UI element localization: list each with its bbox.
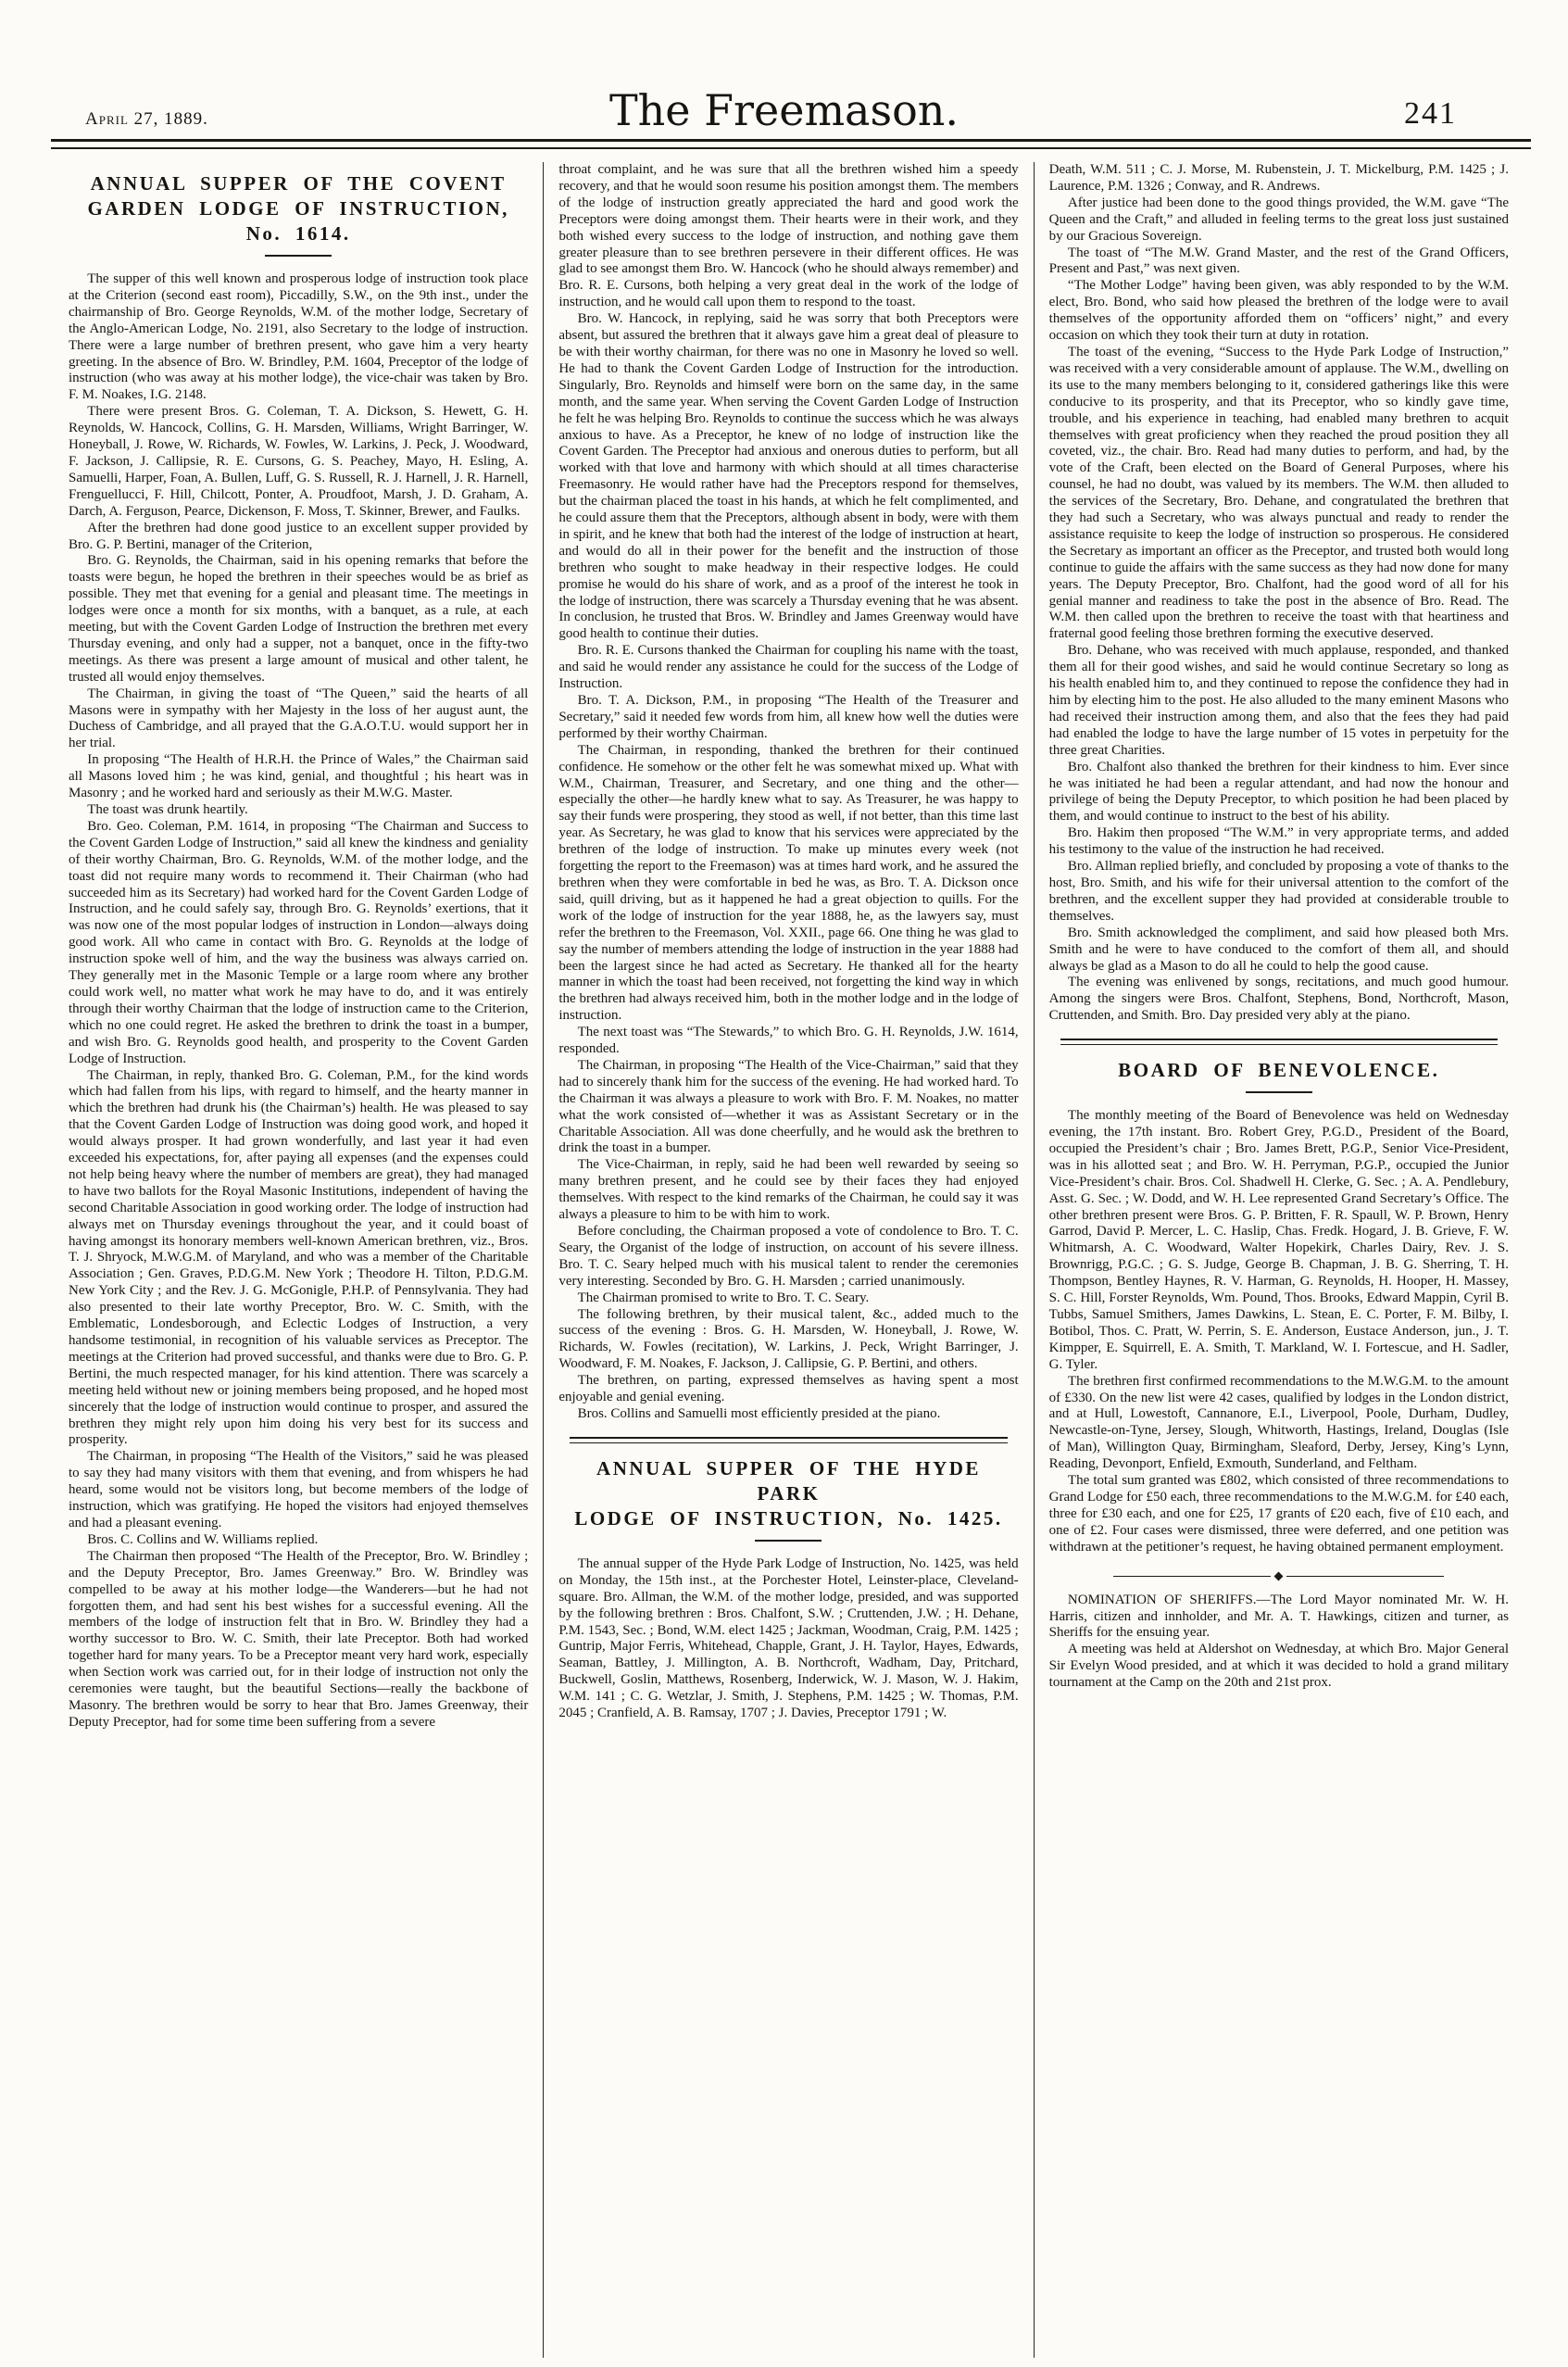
- article-heading-line: ANNUAL SUPPER OF THE COVENT: [90, 172, 507, 195]
- diamond-divider-rule: [1113, 1573, 1444, 1580]
- paragraph: NOMINATION OF SHERIFFS.—The Lord Mayor nominated Mr. W. H. Harris, citizen and innholder, and Mr. A. T. Hawkings, citizen and turner, as Sheriffs for the ensuing year.: [1048, 1592, 1509, 1641]
- divider-line: [1286, 1576, 1444, 1577]
- paragraph: The Chairman, in responding, thanked the brethren for their continued confidence. He somehow or the other felt he was somewhat mixed up. What with W.M., Chairman, Treasurer, and Secretary, and one thing and the other—especially the other—he hardly knew what to say. As Treasurer, he was happy to say their funds were prospering, they stood as well, if not better, than this time last year. As Secretary, he was glad to know that his services were appreciated by the brethren of the lodge of instruction. To make up minutes every week (not forgetting the report to the Freemason) was at times hard work, and he assured the brethren when they were comfortable in bed he was, as Bro. T. A. Dickson once said, quill driving, but as it happened he had a great objection to quills. For the work of the lodge of instruction for the year 1888, he, as the lawyers say, must refer the brethren to the Freemason, Vol. XXII., page 66. One thing he was glad to say the number of members attending the lodge of instruction in the year 1888 had been the largest since he had acted as Secretary. He thanked all for the hearty manner in which the toast had been received, not forgetting the kind way in which the brethren had always received him, both in the mother lodge and in the lodge of instruction.: [558, 742, 1019, 1024]
- paragraph: After justice had been done to the good things provided, the W.M. gave “The Queen and the Craft,” and alluded in feeling terms to the great loss just sustained by our Gracious Sovereign.: [1048, 195, 1509, 244]
- paragraph: Bros. C. Collins and W. Williams replied.: [87, 1531, 319, 1547]
- paragraph: Bro. G. Reynolds, the Chairman, said in his opening remarks that before the toasts were begun, he hoped the brethren in their speeches would be as brief as possible. They met that evening for a genial and pleasant time. The meetings in lodges were once a month for six months, with a banquet, as a rule, at each meeting, but with the Covent Garden Lodge of Instruction the brethren met every Thursday evening, and only had a supper, not a banquet, once in the fifty-two meetings. As there was present a large amount of musical and other talent, he trusted all would enjoy themselves.: [69, 553, 529, 685]
- article-heading-line: LODGE OF INSTRUCTION, No. 1425.: [574, 1506, 1003, 1530]
- paragraph: Bros. Collins and Samuelli most efficiently presided at the piano.: [577, 1405, 941, 1421]
- paragraph: Death, W.M. 511 ; C. J. Morse, M. Rubenstein, J. T. Mickelburg, P.M. 1425 ; J. Laurence, P.M. 1326 ; Conway, and R. Andrews.: [1048, 162, 1509, 194]
- heading-divider-rule: [755, 1540, 822, 1544]
- paragraph: The toast was drunk heartily.: [87, 802, 248, 817]
- paragraph: The Chairman, in proposing “The Health of the Visitors,” said he was pleased to say they had many visitors with them that evening, and from whispers he had heard, some would not be visitors long, but become members of the lodge of instruction, which was gratifying. He hoped the visitors had enjoyed themselves and had a pleasant evening.: [69, 1449, 529, 1530]
- article-heading: [1049, 1058, 1509, 1083]
- section-divider-rule: [1060, 1039, 1498, 1045]
- paragraph: The toast of “The M.W. Grand Master, and the rest of the Grand Officers, Present and Past,” was next given.: [1048, 245, 1509, 277]
- paragraph: The Chairman then proposed “The Health of the Preceptor, Bro. W. Brindley ; and the Deputy Preceptor, Bro. James Greenway.” Bro. W. Brindley was compelled to be away at his mother lodge—the Wanderers—but he had not forgotten them, and had sent his best wishes for a successful evening. All the members of the lodge of instruction felt that in Bro. W. Brindley they had a worthy successor to Bro. W. C. Smith, their late Preceptor. Both had worked together hard for many years. To be a Preceptor meant very hard work, especially when Section work was carried out, for in their lodge of instruction not only the ceremonies were taught, but the beautiful Sections—really the backbone of Masonry. The brethren would be sorry to hear that Bro. James Greenway, their Deputy Preceptor, had for some time been suffering from a severe: [69, 1548, 529, 1730]
- paragraph: The evening was enlivened by songs, recitations, and much good humour. Among the singers were Bros. Chalfont, Stephens, Bond, Northcroft, Mason, Cruttenden, and Smith. Bro. Day presided very ably at the piano.: [1048, 975, 1509, 1024]
- paragraph: Bro. Smith acknowledged the compliment, and said how pleased both Mrs. Smith and he were to have conduced to the comfort of them all, and should always be glad as a Mason to do all he could to help the good cause.: [1048, 925, 1509, 974]
- article-heading: [558, 1456, 1018, 1531]
- paragraph: The Chairman, in reply, thanked Bro. G. Coleman, P.M., for the kind words which had fallen from his lips, with regard to himself, and the hearty manner in which the brethren had drunk his (the Chairman’s) health. He was pleased to say that the Covent Garden Lodge of Instruction was doing good work, and hoped it would always prosper. It had grown wonderfully, and last year it had even exceeded his expectations, for, after paying all expenses (and the expenses could not help being heavy where the number of members are great), they had managed to have two ballots for the Royal Masonic Institutions, independent of having the second Charitable Association in good working order. The lodge of instruction had always met on Thursday evenings throughout the year, and it could boast of having amongst its honorary members well-known American brethren, viz., Bros. T. J. Shryock, M.W.G.M. of Maryland, and who was a member of the Charitable Association ; Gen. Graves, P.D.G.M. New York ; Theodore H. Tilton, P.D.G.M. New York City ; and the Rev. J. G. McGonigle, P.H.P. of Pennsylvania. They had also presented to their late worthy Preceptor, Bro. W. C. Smith, with the Emblematic, Londesborough, and Eclectic Lodges of Instruction, a very handsome testimonial, in recognition of his valuable services as Preceptor. The meetings at the Criterion had proved successful, and thanks were due to Bro. G. P. Bertini, the much respected manager, for his kind attention. There was scarcely a meeting held without new or joining members being proposed, and he hoped most sincerely that the lodge of instruction would continue to prosper, and assured the brethren they might rely upon him doing his very best for its success and prosperity.: [69, 1067, 529, 1448]
- paragraph: The annual supper of the Hyde Park Lodge of Instruction, No. 1425, was held on Monday, the 15th inst., at the Porchester Hotel, Leinster-place, Cleveland-square. Bro. Allman, the W.M. of the mother lodge, presided, and was supported by the following brethren : Bros. Chalfont, S.W. ; Cruttenden, J.W. ; H. Dehane, P.M. 1543, Sec. ; Bond, W.M. elect 1425 ; Jackman, Woodman, Craig, P.M. 1425 ; Guntrip, Major Ferris, Whitehead, Chapple, Grant, J. H. Taylor, Hayes, Edwards, Seaman, Battley, J. Millington, A. B. Northcroft, Wadham, Day, Pritchard, Buckwell, Goslin, Matthews, Rosenberg, Inderwick, W. J. Mason, W. J. Hakim, W.M. 141 ; C. G. Wetzlar, J. Smith, J. Stephens, P.M. 1425 ; W. Thomas, P.M. 2045 ; Cranfield, A. B. Ramsay, 1707 ; J. Davies, Preceptor 1791 ; W.: [558, 1555, 1019, 1721]
- masthead-title: The Freemason.: [608, 85, 960, 135]
- page-number: 241: [1404, 96, 1457, 131]
- paragraph: The following brethren, by their musical talent, &c., added much to the success of the evening : Bros. G. H. Marsden, W. Honeyball, J. Rowe, W. Richards, W. Fowles (recitation), W. Larkins, J. Peck, Wright Barringer, J. Woodward, F. M. Noakes, F. Jackson, J. Callipsie, G. P. Bertini, and others.: [558, 1306, 1019, 1372]
- paragraph: In proposing “The Health of H.R.H. the Prince of Wales,” the Chairman said all Masons loved him ; he was kind, genial, and thoughtful ; his heart was in Masonry ; and he worked hard and seriously as their M.W.G. Master.: [69, 752, 529, 801]
- paragraph: The total sum granted was £802, which consisted of three recommendations to Grand Lodge for £50 each, three recommendations to the M.W.G.M. for £40 each, three for £30 each, and one for £25, 17 grants of £20 each, five of £10 each, and one of £2. Four cases were dismissed, three were deferred, and one petition was withdrawn at the petitioner’s request, he having obtained permanent employment.: [1048, 1473, 1509, 1555]
- paragraph: Before concluding, the Chairman proposed a vote of condolence to Bro. T. C. Seary, the Organist of the lodge of instruction, on account of his severe illness. Bro. T. C. Seary helped much with his musical talent to render the ceremonies very interesting. Seconded by Bro. G. H. Marsden ; carried unanimously.: [558, 1224, 1019, 1289]
- paragraph: Bro. Allman replied briefly, and concluded by proposing a vote of thanks to the host, Bro. Smith, and his wife for their universal attention to the comfort of the brethren, and the excellent supper they had provided at considerable trouble to themselves.: [1048, 859, 1509, 924]
- paragraph: There were present Bros. G. Coleman, T. A. Dickson, S. Hewett, G. H. Reynolds, W. Hancock, Collins, G. H. Marsden, Williams, Wright Barringer, W. Honeyball, J. Rowe, W. Richards, W. Fowles, W. Larkins, J. Peck, J. Woodward, F. Jackson, J. Callipsie, R. E. Cursons, G. S. Peachey, Mayo, H. Esling, A. Samuelli, Harper, Foan, A. Bullen, Luff, G. S. Russell, R. J. Harnell, J. R. Harnell, Frenguellucci, F. Hill, Chilcott, Ponter, A. Proudfoot, Marsh, J. D. Graham, A. Darch, A. Ferguson, Pearce, Dickenson, F. Moss, T. Skinner, Brewer, and Faulks.: [69, 404, 529, 519]
- paragraph: The supper of this well known and prosperous lodge of instruction took place at the Criterion (second east room), Piccadilly, S.W., on the 9th inst., under the chairmanship of Bro. George Reynolds, W.M. of the mother lodge, Secretary of the Anglo-American Lodge, No. 2191, also Secretary to the lodge of instruction. There were a large number of brethren present, who gave him a very hearty greeting. In the absence of Bro. W. Brindley, P.M. 1604, Preceptor of the lodge of instruction (who was away at his mother lodge), the vice-chair was taken by Bro. F. M. Noakes, I.G. 2148.: [69, 271, 529, 403]
- column-2: [543, 162, 1033, 2358]
- paragraph: The toast of the evening, “Success to the Hyde Park Lodge of Instruction,” was received with a very considerable amount of applause. The W.M., dwelling on its use to the many members belonging to it, considered gatherings like this were conducive to its prosperity, and that its Preceptor, who so kindly gave time, trouble, and his experience in teaching, had enabled many brethren to acquit themselves with great proficiency when they reached the proud position they all coveted, viz., the chair. Bro. Read had many duties to perform, and had, by the vote of the Craft, been elected on the Board of General Purposes, where his counsel, he had no doubt, was valued by its members. The W.M. then alluded to the services of the Secretary, Bro. Dehane, and congratulated the brethren that they had such a Secretary, who was always punctual and ready to render the assistance requisite to keep the lodge of instruction so prosperous. He considered the Secretary as important an officer as the Preceptor, and trusted both would long continue to guide the affairs with the same success as they had now done for many years. The Deputy Preceptor, Bro. Chalfont, had the good word of all for his genial manner and readiness to take the post in the absence of Bro. Read. The W.M. then called upon the brethren to receive the toast with that heartiness and fraternal good feeling those brethren forming the executive deserved.: [1048, 344, 1509, 642]
- paragraph: The brethren, on parting, expressed themselves as having spent a most enjoyable and genial evening.: [558, 1373, 1019, 1405]
- paragraph: Bro. Hakim then proposed “The W.M.” in very appropriate terms, and added his testimony to the value of the instruction he had received.: [1048, 825, 1509, 858]
- paragraph: The Chairman, in giving the toast of “The Queen,” said the hearts of all Masons were in sympathy with her Majesty in the loss of her august aunt, the Duchess of Cambridge, and all prayed that the G.A.O.T.U. would support her in her trial.: [69, 686, 529, 751]
- article-heading-line: GARDEN LODGE OF INSTRUCTION,: [87, 197, 509, 220]
- paragraph: Bro. Chalfont also thanked the brethren for their kindness to him. Ever since he was initiated he had been a regular attendant, and had now the honour and privilege of being the Deputy Preceptor, to which position he had been placed by them, and would continue to instruct to the best of his ability.: [1048, 759, 1509, 825]
- paragraph: Bro. W. Hancock, in replying, said he was sorry that both Preceptors were absent, but assured the brethren that it always gave him a great deal of pleasure to be with their worthy chairman, for there was no one in Masonry he loved so well. He had to thank the Covent Garden Lodge of Instruction for the introduction. Singularly, Bro. Reynolds and himself were born on the same day, in the same month, and the same year. When serving the Covent Garden Lodge of Instruction he felt he was helping Bro. Reynolds to continue the success which he was always anxious to have. As a Preceptor, he knew of no lodge of instruction like the Covent Garden. The Preceptor had anxious and onerous duties to perform, but all worked with that love and harmony with which should at all times characterise Freemasonry. He would rather have had the Preceptors respond for themselves, but the chairman placed the toast in his hands, at which he felt complimented, and he could assure them that the Preceptors, although absent in body, were with them in spirit, and he knew that both had the interest of the lodge of instruction at heart, and would do all in their power for the benefit and the instruction of those brethren who sought to make headway in their respective lodges. He could promise he would do his share of work, and as a proof of the interest he took in the lodge of instruction, there was scarcely a Thursday evening that he was absent. In conclusion, he trusted that Bros. W. Brindley and James Greenway would have good health to continue their duties.: [558, 311, 1019, 642]
- section-divider-rule: [570, 1437, 1007, 1443]
- paragraph: The Vice-Chairman, in reply, said he had been well rewarded by seeing so many brethren present, and he could see by their faces they had enjoyed themselves. With respect to the kind remarks of the Chairman, he could say it was always a pleasure to him to be with him to work.: [558, 1157, 1019, 1223]
- paragraph: “The Mother Lodge” having been given, was ably responded to by the W.M. elect, Bro. Bond, who said how pleased the brethren of the lodge were to avail themselves of the opportunity afforded them on “officers’ night,” and every occasion on which they took their turn at duty in rotation.: [1048, 278, 1509, 344]
- column-3: [1034, 162, 1524, 2358]
- column-1: [54, 162, 543, 2358]
- paragraph: The Chairman promised to write to Bro. T. C. Seary.: [577, 1290, 870, 1305]
- paragraph: The next toast was “The Stewards,” to which Bro. G. H. Reynolds, J.W. 1614, responded.: [558, 1025, 1019, 1057]
- divider-line: [1113, 1576, 1271, 1577]
- article-heading: [69, 171, 528, 246]
- issue-date: April 27, 1889.: [85, 109, 208, 129]
- paragraph: throat complaint, and he was sure that all the brethren wished him a speedy recovery, and that he would soon resume his position amongst them. The members of the lodge of instruction greatly appreciated the hard and good work the Preceptors were doing amongst them. Their hearts were in their work, and they both wished every success to the lodge of instruction, and nothing gave them greater pleasure than to see brethren persevere in their different offices. He was glad to see amongst them Bro. W. Hancock (who he should always remember) and Bro. R. E. Cursons, both helping a very great deal in the work of the lodge of instruction, and he would call upon them to respond to the toast.: [558, 162, 1019, 310]
- paragraph: The Chairman, in proposing “The Health of the Vice-Chairman,” said that they had to sincerely thank him for the success of the evening. He had worked hard. To the Chairman it was always a pleasure to work with Bro. F. M. Noakes, no matter what the work consisted of—whether it was as Assistant Secretary or in the Charitable Association. All was done cheerfully, and he would ask the brethren to drink the toast in a bumper.: [558, 1057, 1019, 1156]
- heading-divider-rule: [265, 255, 332, 259]
- paragraph: Bro. T. A. Dickson, P.M., in proposing “The Health of the Treasurer and Secretary,” said it needed few words from him, all knew how well the duties were performed by their worthy Chairman.: [558, 693, 1019, 741]
- paragraph: The monthly meeting of the Board of Benevolence was held on Wednesday evening, the 17th instant. Bro. Robert Grey, P.G.D., President of the Board, occupied the President’s chair ; Bro. James Brett, P.G.P., Senior Vice-President, was in his allotted seat ; and Bro. W. H. Perryman, P.G.P., occupied the Junior Vice-President’s chair. Bros. Col. Shadwell H. Clerke, G. Sec. ; A. A. Pendlebury, Asst. G. Sec. ; W. Dodd, and W. H. Lee represented Grand Secretary’s Office. The other brethren present were Bros. G. P. Britten, F. R. Spaull, W. P. Brown, Henry Garrod, David P. Mercer, L. C. Haslip, Chas. Fredk. Hogard, J. B. Grieve, F. W. Whitmarsh, A. C. Woodward, Walter Hopekirk, Charles Dairy, Rev. J. S. Brownrigg, P.G.C. ; G. S. Judge, George B. Chapman, J. B. G. Sherring, T. H. Thompson, Bentley Haynes, R. V. Harman, G. Reynolds, H. Hooper, H. Massey, S. C. Hill, Forster Reynolds, Wm. Pound, Thos. Brooks, Edward Mappin, Cyril B. Tubbs, Samuel Smithers, James Dawkins, L. Stean, E. C. Porter, F. M. Bilby, I. Botibol, Thos. C. Pratt, W. Perrin, S. E. Anderson, Eustace Anderson, jun., J. T. Kimpper, E. Squirrell, E. A. Smith, T. Markland, W. I. Fortescue, and H. Sadler, G. Tyler.: [1048, 1108, 1509, 1372]
- paragraph: After the brethren had done good justice to an excellent supper provided by Bro. G. P. Bertini, manager of the Criterion,: [69, 520, 529, 552]
- article-heading-line: ANNUAL SUPPER OF THE HYDE PARK: [596, 1456, 981, 1505]
- masthead: [0, 0, 1568, 139]
- paragraph: Bro. Geo. Coleman, P.M. 1614, in proposing “The Chairman and Success to the Covent Garden Lodge of Instruction,” said all knew the kindness and geniality of their worthy Chairman, Bro. G. Reynolds, W.M. of the mother lodge, and the toast did not require many words to recommend it. Their Chairman (who had succeeded him as its Secretary) had worked hard for the Covent Garden Lodge of Instruction, and he could safely say, through Bro. G. Reynolds’ exertions, that it was now one of the most popular lodges of instruction in London—always doing good work. All who came in contact with Bro. G. Reynolds at the lodge of instruction spoke well of him, and the way the business was always carried on. They generally met in the Masonic Temple or a large room where any brother could work well, no matter what work he may have to do, and it was entirely through their worthy Chairman that the lodge of instruction came to the Criterion, which no one could regret. He asked the brethren to drink the toast in a bumper, and wish Bro. G. Reynolds good health, and prosperity to the Covent Garden Lodge of Instruction.: [69, 818, 529, 1066]
- article-columns: [0, 149, 1568, 2358]
- article-heading-line: BOARD OF BENEVOLENCE.: [1118, 1059, 1440, 1082]
- diamond-icon: [1274, 1571, 1284, 1580]
- article-heading-line: No. 1614.: [245, 222, 351, 245]
- heading-divider-rule: [1246, 1091, 1312, 1096]
- paragraph: A meeting was held at Aldershot on Wednesday, at which Bro. Major General Sir Evelyn Wood presided, and at which it was decided to hold a grand military tournament at the Camp on the 20th and 21st prox.: [1048, 1642, 1509, 1691]
- paragraph: Bro. Dehane, who was received with much applause, responded, and thanked them all for their good wishes, and said he would continue Secretary so long as his health enabled him to, and they continued to repose the confidence they had in him by electing him to the post. He also alluded to the many eminent Masons who had received their instruction among them, and also that the fees they had paid had enabled the lodge to have the large number of 15 votes in perpetuity for the three great Charities.: [1048, 643, 1509, 758]
- paragraph: Bro. R. E. Cursons thanked the Chairman for coupling his name with the toast, and said he would render any assistance he could for the success of the Lodge of Instruction.: [558, 643, 1019, 692]
- masthead-rule: [51, 139, 1531, 149]
- paragraph: The brethren first confirmed recommendations to the M.W.G.M. to the amount of £330. On the new list were 42 cases, qualified by lodges in the London district, and at Hull, Lowestoft, Cannanore, E.I., Liverpool, Poole, Durham, Dudley, Newcastle-on-Tyne, Jersey, Slough, Whitworth, Hastings, Ireland, Douglas (Isle of Man), Willington Quay, Birmingham, Sleaford, Derby, Jersey, King’s Lynn, Reading, Devonport, Enfield, Exmouth, Sunderland, and Feltham.: [1048, 1373, 1509, 1472]
